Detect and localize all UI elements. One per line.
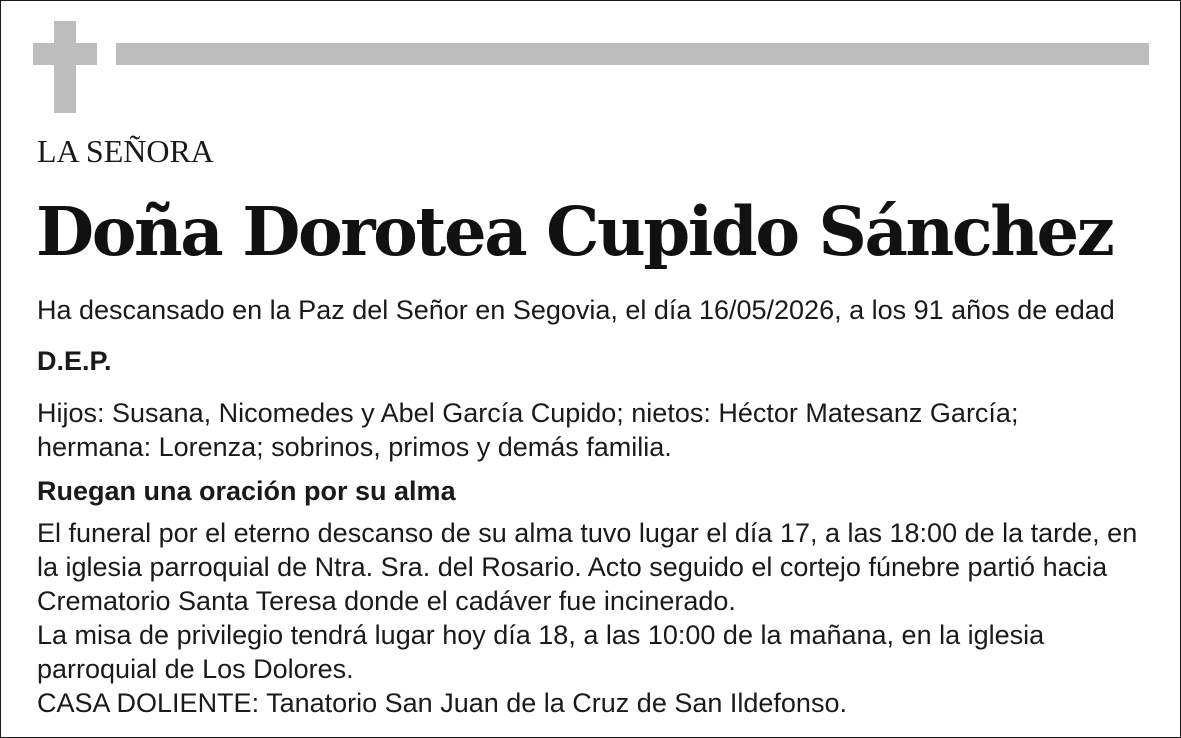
cross-vertical-bar xyxy=(54,21,76,113)
prayer-request: Ruegan una oración por su alma xyxy=(37,476,456,506)
honorific: LA SEÑORA xyxy=(37,133,214,169)
funeral-paragraph: El funeral por el eterno descanso de su alma tuvo lugar el día 17, a las 18:00 de la tarde, en la iglesia parroquial de Ntra. Sra. del Rosario. Acto seguido el cortejo fúnebre partió hacia Crematorio Santa Teresa donde el cadáver fue incinerado. xyxy=(37,518,1138,616)
funeral-details xyxy=(37,516,1157,720)
family-list xyxy=(37,396,1157,464)
rip-label: D.E.P. xyxy=(37,346,112,376)
mass-paragraph: La misa de privilegio tendrá lugar hoy día 18, a las 10:00 de la mañana, en la iglesia parroquial de Los Dolores. xyxy=(37,620,1045,684)
cross-icon xyxy=(33,21,97,113)
deceased-name: Doña Dorotea Cupido Sánchez xyxy=(36,192,1113,271)
family-line-relatives: hermana: Lorenza; sobrinos, primos y demás familia. xyxy=(37,432,672,462)
header-rule xyxy=(116,43,1149,65)
death-statement: Ha descansado en la Paz del Señor en Segovia, el día 16/05/2026, a los 91 años de edad xyxy=(37,295,1115,325)
family-line-children: Hijos: Susana, Nicomedes y Abel García Cupido; nietos: Héctor Matesanz García; xyxy=(37,398,1019,428)
mourning-house: CASA DOLIENTE: Tanatorio San Juan de la Cruz de San Ildefonso. xyxy=(37,688,847,718)
cross-horizontal-bar xyxy=(33,43,97,65)
